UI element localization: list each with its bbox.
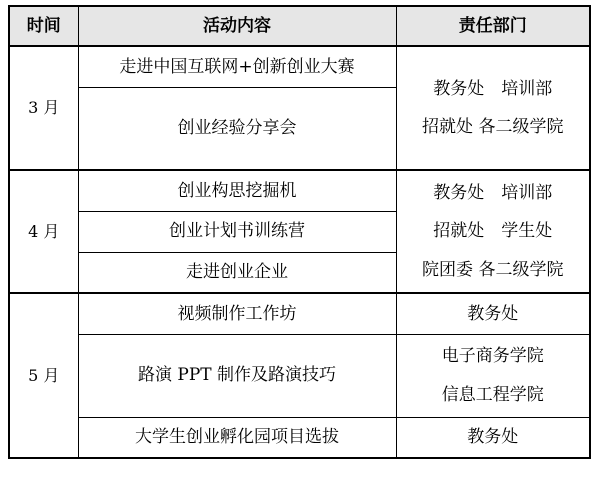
department-cell	[396, 46, 590, 170]
activity-cell: 路演 PPT 制作及路演技巧	[78, 334, 396, 417]
activity-cell: 创业经验分享会	[78, 87, 396, 170]
activity-schedule-table	[8, 5, 591, 459]
activity-cell: 走进中国互联网+创新创业大赛	[78, 46, 396, 87]
department-cell	[396, 334, 590, 417]
activity-cell: 大学生创业孵化园项目选拔	[78, 417, 396, 458]
department-line: 教务处 培训部	[433, 78, 553, 99]
activity-cell: 走进创业企业	[78, 252, 396, 293]
activity-cell: 视频制作工作坊	[78, 293, 396, 334]
department-cell: 教务处	[396, 417, 590, 458]
month-cell: 4 月	[9, 170, 78, 293]
table-row	[9, 46, 590, 87]
department-line: 电子商务学院	[441, 346, 544, 367]
table-row	[9, 293, 590, 334]
header-department: 责任部门	[396, 6, 590, 46]
header-time: 时间	[9, 6, 78, 46]
department-line: 信息工程学院	[441, 384, 544, 405]
department-line: 院团委 各二级学院	[422, 259, 564, 280]
table-header-row	[9, 6, 590, 46]
header-activity: 活动内容	[78, 6, 396, 46]
activity-cell: 创业构思挖掘机	[78, 170, 396, 211]
department-line: 教务处 培训部	[433, 182, 553, 203]
month-cell: 3 月	[9, 46, 78, 170]
table-row	[9, 334, 590, 417]
table-row	[9, 417, 590, 458]
department-line: 招就处 各二级学院	[422, 117, 564, 137]
activity-cell: 创业计划书训练营	[78, 211, 396, 252]
table-row	[9, 170, 590, 211]
department-line: 招就处 学生处	[433, 221, 553, 242]
month-cell: 5 月	[9, 293, 78, 458]
department-cell	[396, 170, 590, 293]
department-cell: 教务处	[396, 293, 590, 334]
